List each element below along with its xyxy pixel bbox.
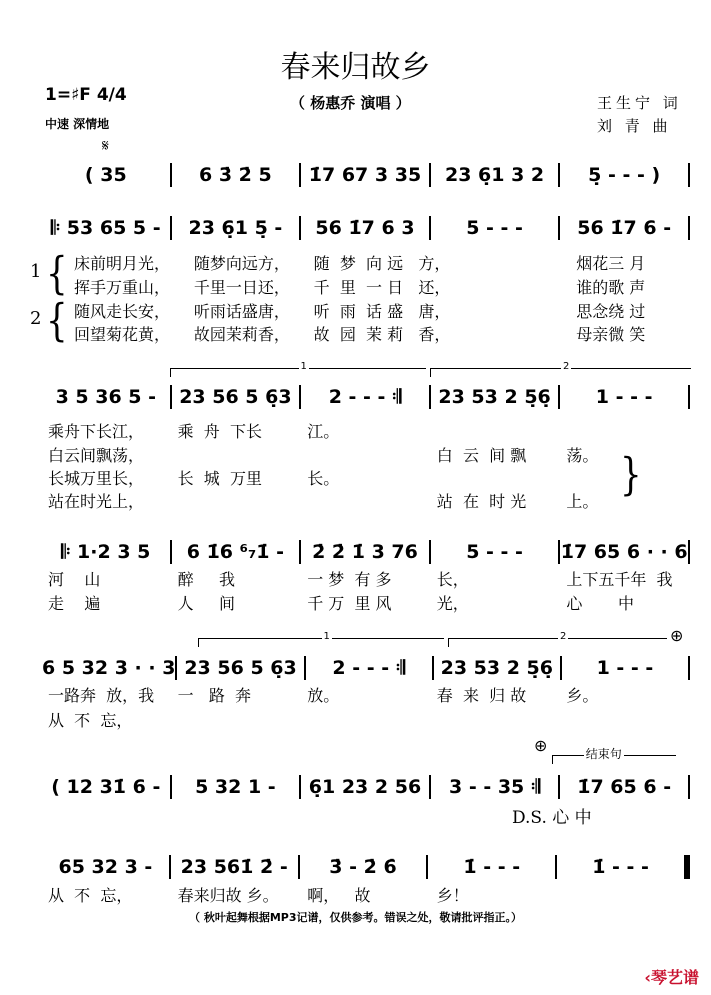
lyric-line (42, 446, 690, 468)
ending-bracket-2: 2 (430, 368, 691, 377)
measure: 𝄆 53 65 5 - (50, 217, 161, 239)
measure: 1̇7 65 6 - (577, 776, 672, 798)
measure: 23 6̣1 5̣ - (188, 217, 283, 239)
lyric-segment: 长。 (307, 469, 340, 488)
lyric-segment (172, 492, 302, 514)
lyric-segment: 故园茉莉香， (193, 325, 290, 344)
segno-icon: 𝄋 (102, 136, 109, 155)
lyric-segment: 千 万 里 风 (307, 594, 392, 613)
measure: 5 32 1 - (195, 776, 276, 798)
lyric-line (42, 492, 690, 514)
barline (688, 385, 690, 409)
barline (684, 855, 690, 879)
lyric-segment: 心 中 (566, 594, 634, 613)
lyric-line (42, 686, 690, 708)
measure: 23 56 5 6̣3 (184, 657, 297, 679)
lyric-line (42, 469, 690, 491)
verse-number-1: 1 (30, 261, 42, 282)
lyric-segment: 从 不 忘， (48, 711, 133, 730)
measure: 5 - - - (466, 217, 523, 239)
measure: 3 - - 35 𝄇 (449, 776, 541, 798)
measure: 2 - - - 𝄇 (328, 386, 402, 408)
lyric-segment: 床前明月光， (74, 254, 171, 273)
lyric-segment (431, 469, 561, 491)
lyric-segment: 谁的歌 声 (576, 278, 646, 297)
lyric-segment (560, 711, 690, 733)
measure: 1 - - - (595, 386, 653, 408)
lyric-line (42, 570, 690, 592)
key-signature: 1=♯F 4/4 (45, 85, 127, 105)
lyric-segment (450, 325, 570, 347)
measure: ( 35 (84, 164, 127, 186)
lyric-segment: 从 不 忘， (48, 886, 133, 905)
coda-bracket: 结束句 (552, 755, 676, 764)
lyric-line (42, 886, 690, 908)
lyric-segment (431, 422, 561, 444)
lyric-segment: 人 间 (177, 594, 236, 613)
measure: 6 3̇ 2̇ 5 (199, 164, 272, 186)
lyric-segment: 上。 (566, 492, 599, 511)
brace-icon: { (46, 248, 68, 300)
measure: 5̣ - - - ) (588, 164, 661, 186)
lyric-segment: 站 在 时 光 (436, 492, 527, 511)
measure: 23 53 2 5̣6̣ (438, 386, 551, 408)
barline (688, 216, 690, 240)
measure: 6 5 32 3 · · 3 (42, 657, 176, 679)
ending-bracket-1: 1 (198, 638, 444, 647)
notation-row (42, 774, 690, 800)
lyricist: 王生宁 词 (597, 94, 682, 112)
lyric-segment: 白 云 间 飘 (436, 446, 527, 465)
measure: 6̣1 23 2 56 (308, 776, 422, 798)
song-title: 春来归故乡 (280, 50, 431, 85)
lyric-segment: 母亲微 笑 (576, 325, 646, 344)
measure: 23 56 5 6̣3 (179, 386, 292, 408)
lyric-segment: 随风走长安， (74, 302, 171, 321)
lyric-segment: 长， (436, 570, 469, 589)
lyric-segment: 啊， 故 (307, 886, 371, 905)
lyric-segment: 听 雨 话 盛 唐， (313, 302, 451, 321)
lyric-segment: 春来归故 乡。 (177, 886, 279, 905)
lyric-segment: 回望菊花黄， (74, 325, 171, 344)
ending-bracket-2: 2 (448, 638, 667, 647)
barline (688, 163, 690, 187)
lyric-segment (560, 422, 690, 444)
lyric-segment: 挥手万重山， (74, 278, 171, 297)
lyric-segment: 乘舟下长江， (48, 422, 145, 441)
brace-close-icon: } (620, 449, 642, 501)
lyric-segment (172, 711, 302, 733)
barline (688, 540, 690, 564)
barline (688, 775, 690, 799)
lyric-line (42, 594, 690, 616)
lyric-segment: 乘 舟 下长 (177, 422, 262, 441)
lyric-segment: 故 园 茉 莉 香， (313, 325, 451, 344)
measure: 1̇7 65 6 · · 6 (560, 541, 688, 563)
lyric-line (42, 278, 690, 300)
measure: 23 53 2 5̣6̣ (440, 657, 553, 679)
lyric-segment: 站在时光上， (48, 492, 145, 511)
lyric-segment: 荡。 (566, 446, 599, 465)
notation-row (42, 384, 690, 410)
measure: 𝄆 1·2 3 5 (61, 541, 151, 563)
lyric-segment (450, 302, 570, 324)
notation-row (42, 539, 690, 565)
lyric-segment (172, 446, 302, 468)
lyric-segment (301, 492, 431, 514)
lyric-segment: 长城万里长， (48, 469, 145, 488)
lyric-segment: 一 梦 有 多 (307, 570, 392, 589)
measure: 23 561̇ 2̇ - (180, 856, 288, 878)
lyric-segment: 烟花三 月 (576, 254, 646, 273)
lyric-segment: 醉 我 (177, 570, 236, 589)
notation-row (42, 162, 690, 188)
measure: 65 32 3 - (58, 856, 153, 878)
measure: 1̇ - - - (592, 856, 649, 878)
lyric-line (42, 711, 690, 733)
lyric-segment: 千 里 一 日 还， (313, 278, 451, 297)
singer: （ 杨惠乔 演唱 ） (290, 94, 411, 112)
lyric-line (42, 254, 690, 276)
lyric-segment: 长 城 万里 (177, 469, 262, 488)
barline (688, 656, 690, 680)
ds-marking: D.S. 心 中 (512, 808, 592, 828)
measure: 2̇ 2̇ 1̇ 3 76 (312, 541, 418, 563)
lyric-line (42, 325, 690, 347)
measure: 6 1̇6 ⁶₇1̇ - (186, 541, 285, 563)
lyric-segment: 乡！ (436, 886, 469, 905)
lyric-segment: 听雨话盛唐， (193, 302, 290, 321)
lyric-segment: 千里一日还， (193, 278, 290, 297)
composer: 刘 青 曲 (597, 117, 672, 135)
notation-row (42, 215, 690, 241)
lyric-segment: 随梦向远方， (193, 254, 290, 273)
measure: 3 5 36 5 - (55, 386, 157, 408)
lyric-segment: 河 山 (48, 570, 101, 589)
measure: ( 12 31̇ 6 - (51, 776, 161, 798)
verse-number-2: 2 (30, 308, 42, 329)
coda-icon: ⊕ (534, 736, 548, 755)
lyric-segment: 一 路 奔 (177, 686, 252, 705)
lyric-segment: 光， (436, 594, 469, 613)
measure: 3̇ - 2̇ 6̇ (329, 856, 397, 878)
measure: 5 - - - (466, 541, 523, 563)
footnote: （ 秋叶起舞根据MP3记谱，仅供参考。错误之处，敬请批评指正。） (189, 911, 522, 924)
lyric-segment: 白云间飘荡， (48, 446, 145, 465)
tempo-marking: 中速 深情地 (45, 117, 110, 131)
lyric-segment (450, 278, 570, 300)
lyric-segment (431, 711, 561, 733)
measure: 56 1̇7 6 3 (315, 217, 415, 239)
measure: 1̇ - - - (463, 856, 521, 878)
lyric-segment: 放。 (307, 686, 340, 705)
lyric-segment (450, 254, 570, 276)
lyric-segment: 一路奔 放，我 (48, 686, 155, 705)
lyric-segment: 江。 (307, 422, 340, 441)
lyric-segment (301, 446, 431, 468)
lyric-segment: 思念绕 过 (576, 302, 646, 321)
measure: 23 6̣1 3 2 (444, 164, 545, 186)
lyric-segment: 乡。 (566, 686, 599, 705)
lyric-segment: 随 梦 向 远 方， (313, 254, 451, 273)
measure: 1 - - - (596, 657, 654, 679)
notation-row (42, 655, 690, 681)
measure: 1̇7 67 3 35 (308, 164, 422, 186)
lyric-line (42, 422, 690, 444)
lyric-segment (560, 886, 690, 908)
brace-icon: { (46, 295, 68, 347)
lyric-line (42, 302, 690, 324)
measure: 56 1̇7 6 - (577, 217, 672, 239)
coda-icon: ⊕ (670, 626, 684, 645)
lyric-segment: 上下五千年 我 (566, 570, 673, 589)
notation-row (42, 854, 690, 880)
measure: 2 - - - 𝄇 (332, 657, 405, 679)
lyric-segment (301, 711, 431, 733)
watermark-logo: ‹琴艺谱 (644, 968, 699, 987)
ending-bracket-1: 1 (170, 368, 426, 377)
lyric-segment: 春 来 归 故 (436, 686, 527, 705)
lyric-segment: 走 遍 (48, 594, 101, 613)
